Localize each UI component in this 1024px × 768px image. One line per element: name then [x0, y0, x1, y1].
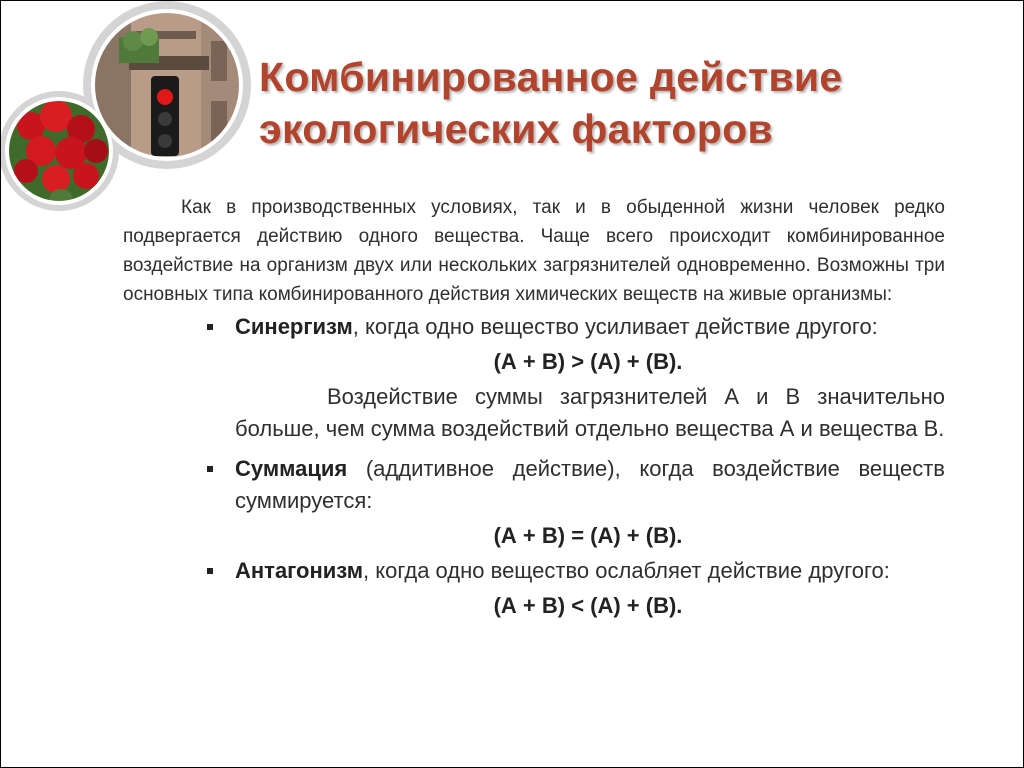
term-antagonism: Антагонизм: [235, 558, 363, 583]
formula-synergism: (А + В) > (А) + (В).: [493, 349, 683, 374]
term-summation: Суммация: [235, 456, 348, 481]
title-line-2: экологических факторов: [259, 106, 773, 152]
intro-paragraph: Как в производственных условиях, так и в обыденной жизни человек редко подвергается действию одного вещества. Чаще всего происходит комбинированное воздействие на организм двух или нескольких загрязнителей одновременно. Возможны три основных типа комбинированного действия химических веществ на живые организмы:: [123, 197, 945, 305]
definition-summation: (аддитивное действие), когда воздействие веществ суммируется:: [235, 456, 945, 513]
formula-antagonism: (А + В) < (А) + (В).: [493, 593, 683, 618]
square-bullet-icon: [207, 324, 213, 330]
types-list: [123, 311, 945, 623]
definition-antagonism: , когда одно вещество ослабляет действие другого:: [362, 558, 890, 583]
square-bullet-icon: [207, 466, 213, 472]
slide-title: [259, 51, 999, 155]
square-bullet-icon: [207, 568, 213, 574]
content: [123, 193, 945, 625]
list-item-summation: [123, 453, 945, 553]
term-synergism: Синергизм: [235, 314, 353, 339]
list-item-antagonism: [123, 555, 945, 623]
traffic-light-red: [157, 89, 173, 105]
note-synergism: Воздействие суммы загрязнителей А и В значительно больше, чем сумма воздействий отдельно вещества А и вещества В.: [235, 384, 945, 441]
definition-synergism: , когда одно вещество усиливает действие другого:: [352, 314, 878, 339]
decorative-photo-collage: [1, 1, 261, 221]
title-line-1: Комбинированное действие: [259, 54, 843, 100]
list-item-synergism: [123, 311, 945, 445]
formula-summation: (А + В) = (А) + (В).: [493, 523, 683, 548]
